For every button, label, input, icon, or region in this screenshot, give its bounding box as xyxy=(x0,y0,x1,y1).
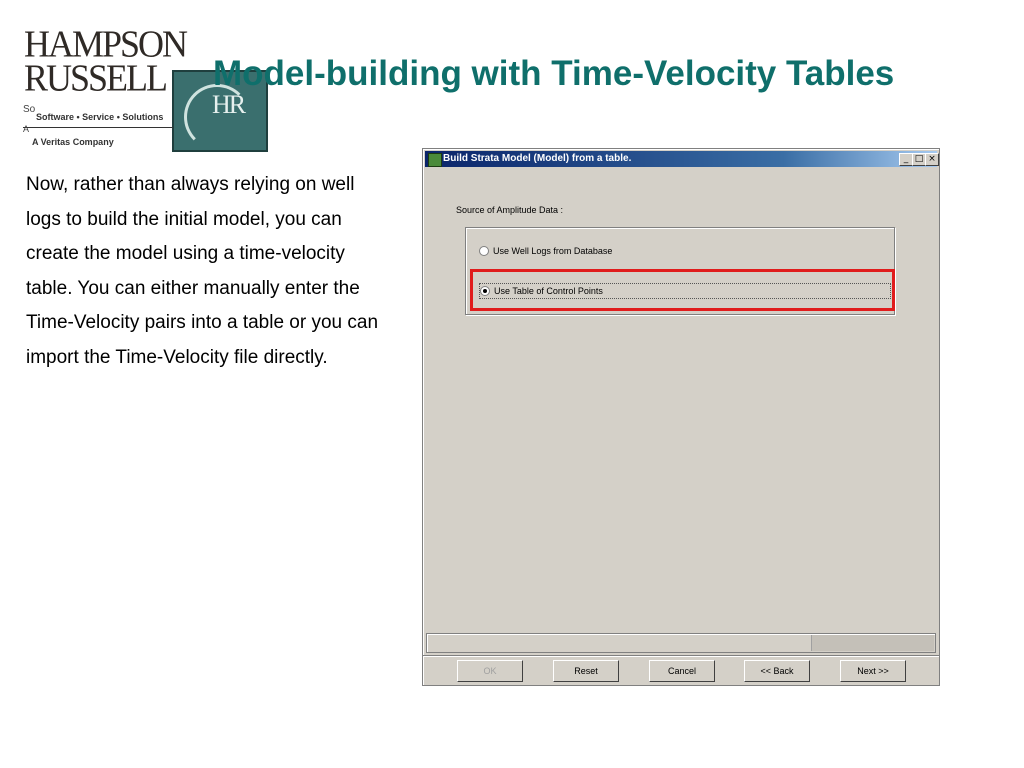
logo-divider xyxy=(23,127,173,128)
logo-a-fragment: A xyxy=(23,124,30,134)
logo-tagline: Software • Service • Solutions xyxy=(36,112,164,122)
logo-emblem-text: HR xyxy=(212,90,245,119)
radio-option-well-logs[interactable] xyxy=(479,244,612,258)
minimize-button[interactable]: _ xyxy=(899,153,913,166)
dialog-titlebar[interactable] xyxy=(425,151,937,167)
next-button[interactable]: Next >> xyxy=(840,660,906,682)
app-icon xyxy=(428,153,442,167)
logo-word-hampson: HAMPSON xyxy=(24,23,187,65)
status-bar xyxy=(426,633,936,653)
back-button[interactable]: << Back xyxy=(744,660,810,682)
logo-word-russell: RUSSELL xyxy=(24,57,167,99)
slide-body-text: Now, rather than always relying on well logs to build the initial model, you can create the model using a time-velocity table. You can either manually enter the Time-Velocity pairs into a table or you can import the Time-Velocity file directly. xyxy=(26,174,379,368)
slide-title: Model-building with Time-Velocity Tables xyxy=(213,54,895,93)
dialog-title: Build Strata Model (Model) from a table. xyxy=(443,153,632,164)
highlight-box xyxy=(470,269,895,311)
radio-circle-icon[interactable] xyxy=(479,246,489,256)
logo-company: A Veritas Company xyxy=(32,137,114,147)
radio-label: Use Table of Control Points xyxy=(494,286,603,296)
logo-so-fragment: So xyxy=(23,104,36,115)
source-label: Source of Amplitude Data : xyxy=(456,205,564,215)
close-button[interactable]: × xyxy=(925,153,939,166)
ok-button[interactable]: OK xyxy=(457,660,523,682)
radio-label: Use Well Logs from Database xyxy=(493,246,613,256)
status-progress-area xyxy=(811,635,934,651)
reset-button[interactable]: Reset xyxy=(553,660,619,682)
maximize-button[interactable]: □ xyxy=(912,153,926,166)
cancel-button[interactable]: Cancel xyxy=(649,660,715,682)
build-strata-model-dialog xyxy=(422,148,940,686)
button-row xyxy=(423,655,939,686)
